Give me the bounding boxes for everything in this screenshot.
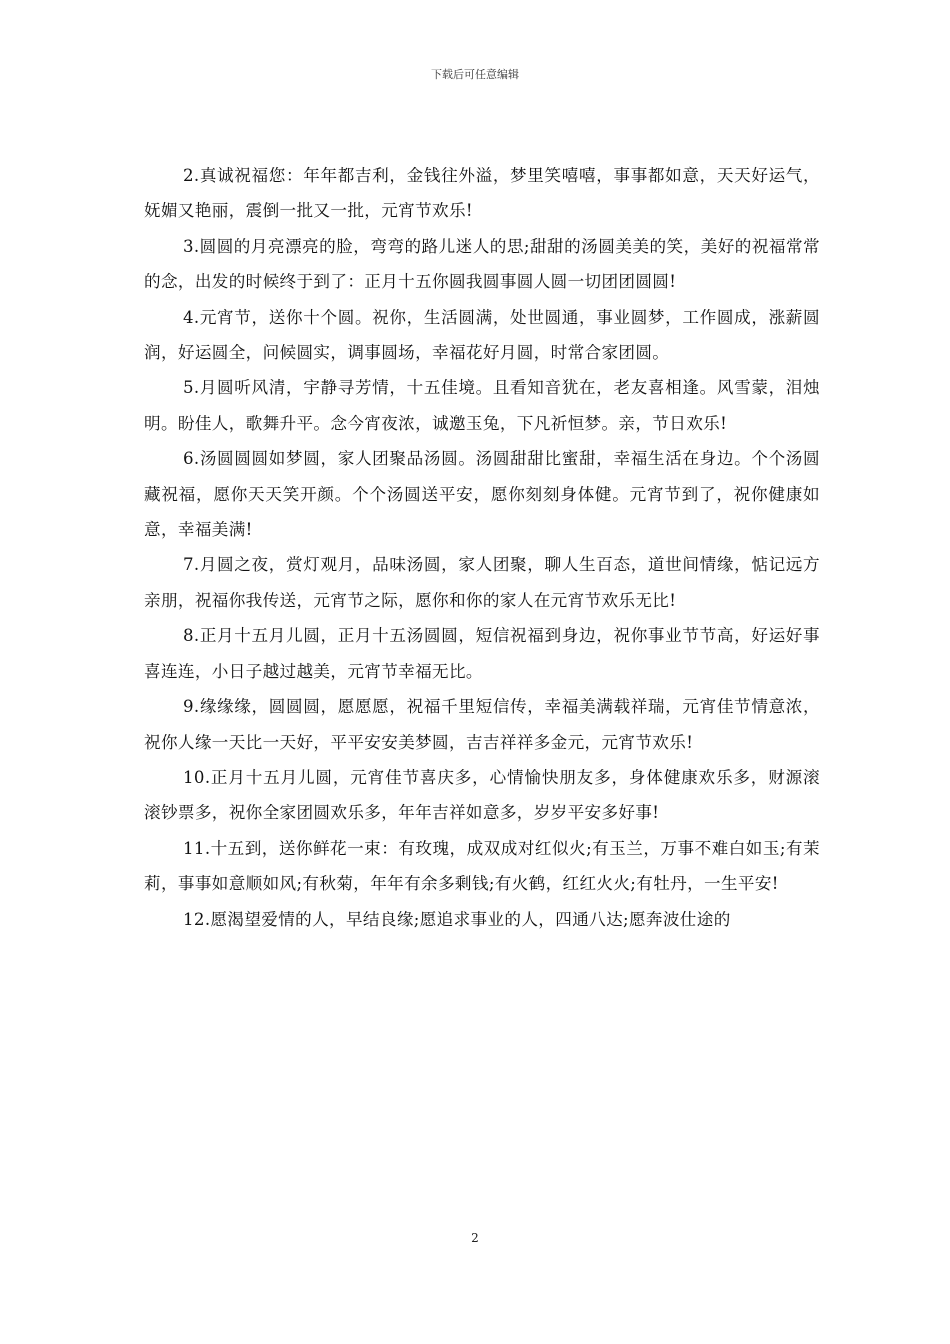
paragraph-12: 12.愿渴望爱情的人，早结良缘;愿追求事业的人，四通八达;愿奔波仕途的: [183, 909, 731, 929]
document-body: [144, 158, 820, 937]
paragraph-10: 10.正月十五月儿圆，元宵佳节喜庆多，心情愉快朋友多，身体健康欢乐多，财源滚滚钞票多，祝你全家团圆欢乐多，年年吉祥如意多，岁岁平安多好事!: [144, 767, 820, 823]
page-header: 下载后可任意编辑: [431, 68, 519, 81]
paragraph-11: 11.十五到，送你鲜花一束：有玫瑰，成双成对红似火;有玉兰，万事不难白如玉;有茉莉，事事如意顺如风;有秋菊，年年有余多剩钱;有火鹤，红红火火;有牡丹，一生平安!: [144, 838, 820, 894]
paragraph-8: 8.正月十五月儿圆，正月十五汤圆圆，短信祝福到身边，祝你事业节节高，好运好事喜连连，小日子越过越美，元宵节幸福无比。: [144, 626, 820, 681]
paragraph-3: 3.圆圆的月亮漂亮的脸，弯弯的路儿迷人的思;甜甜的汤圆美美的笑，美好的祝福常常的念，出发的时候终于到了：正月十五你圆我圆事圆人圆一切团团圆圆!: [144, 236, 820, 292]
paragraph-5: 5.月圆听风清，宇静寻芳情，十五佳境。且看知音犹在，老友喜相逢。风雪蒙，泪烛明。盼佳人，歌舞升平。念今宵夜浓，诚邀玉兔，下凡祈恒梦。亲，节日欢乐!: [144, 378, 820, 433]
paragraph-7: 7.月圆之夜，赏灯观月，品味汤圆，家人团聚，聊人生百态，道世间情缘，惦记远方亲朋，祝福你我传送，元宵节之际，愿你和你的家人在元宵节欢乐无比!: [144, 555, 820, 610]
page-number: 2: [471, 1231, 479, 1245]
paragraph-4: 4.元宵节，送你十个圆。祝你，生活圆满，处世圆通，事业圆梦，工作圆成，涨薪圆润，好运圆全，问候圆实，调事圆场，幸福花好月圆，时常合家团圆。: [144, 307, 820, 363]
paragraph-6: 6.汤圆圆圆如梦圆，家人团聚品汤圆。汤圆甜甜比蜜甜，幸福生活在身边。个个汤圆藏祝福，愿你天天笑开颜。个个汤圆送平安，愿你刻刻身体健。元宵节到了，祝你健康如意，幸福美满!: [144, 449, 820, 540]
paragraph-2: 2.真诚祝福您：年年都吉利，金钱往外溢，梦里笑嘻嘻，事事都如意，天天好运气，妩媚又艳丽，震倒一批又一批，元宵节欢乐!: [144, 166, 820, 221]
paragraph-9: 9.缘缘缘，圆圆圆，愿愿愿，祝福千里短信传，幸福美满载祥瑞，元宵佳节情意浓，祝你人缘一天比一天好，平平安安美梦圆，吉吉祥祥多金元，元宵节欢乐!: [144, 697, 820, 752]
